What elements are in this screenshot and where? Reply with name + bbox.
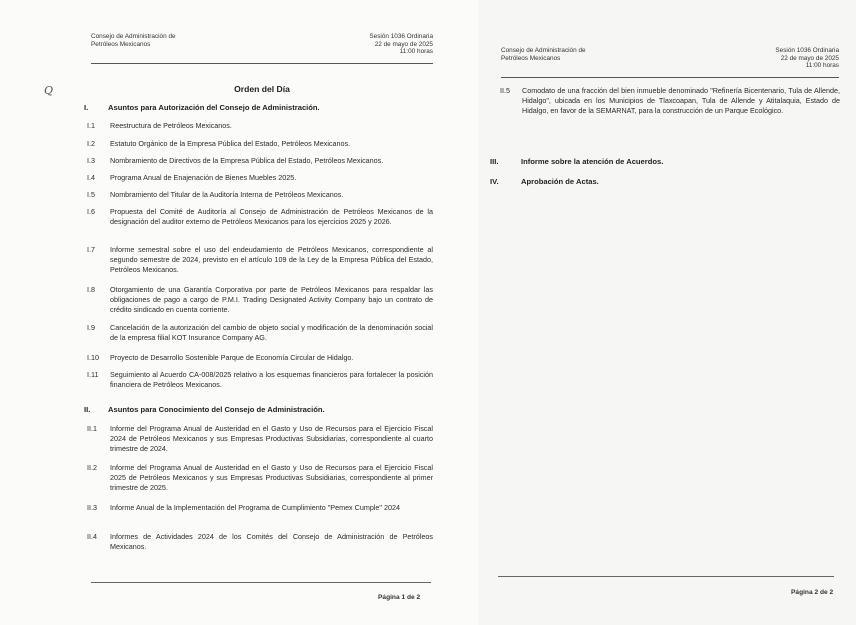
header-org-line2: Petróleos Mexicanos xyxy=(91,40,151,48)
section-number: II. xyxy=(84,405,91,414)
item-text: Reestructura de Petróleos Mexicanos. xyxy=(110,121,232,130)
item-number: II.3 xyxy=(87,503,97,512)
item-number: II.2 xyxy=(87,463,97,472)
section-title: Asuntos para Conocimiento del Consejo de Administración. xyxy=(108,405,325,414)
item-number: I.5 xyxy=(87,190,95,199)
section-title: Aprobación de Actas. xyxy=(521,177,599,186)
page-header-left xyxy=(501,47,586,62)
document-page-2 xyxy=(478,0,856,625)
header-date: 22 de mayo de 2025 xyxy=(780,54,839,62)
page-header-right xyxy=(330,33,433,56)
item-number: I.10 xyxy=(87,353,99,362)
item-number: I.7 xyxy=(87,245,95,254)
item-text: Informe del Programa Anual de Austeridad en el Gasto y Uso de Recursos para el Ejercicio Fiscal 2025 de Petróleos Mexicanos y sus Empresas Productivas Subsidiarias, correspondiente al primer trimestre de 2025. xyxy=(110,463,433,492)
item-number: I.9 xyxy=(87,323,95,332)
section-number: I. xyxy=(84,103,89,112)
item-text: Propuesta del Comité de Auditoría al Consejo de Administración de Petróleos Mexicanos de la designación del auditor externo de Petróleos Mexicanos para los ejercicios 2025 y 2026. xyxy=(110,207,433,226)
item-text: Informes de Actividades 2024 de los Comités del Consejo de Administración de Petróleos Mexicanos. xyxy=(110,532,433,551)
item-number: I.2 xyxy=(87,139,95,148)
item-text: Cancelación de la autorización del cambio de objeto social y modificación de la denominación social de la empresa filial KOT Insurance Company AG. xyxy=(110,323,433,342)
item-text: Seguimiento al Acuerdo CA-008/2025 relativo a los esquemas financieros para fortalecer la posición financiera de Petróleos Mexicanos. xyxy=(110,370,433,389)
page-number: Página 2 de 2 xyxy=(791,589,834,596)
header-time: 11:00 horas xyxy=(805,62,839,70)
header-time: 11:00 horas xyxy=(399,48,433,56)
header-org-line1: Consejo de Administración de xyxy=(91,33,176,40)
section-title: Asuntos para Autorización del Consejo de Administración. xyxy=(108,103,320,112)
item-text: Informe del Programa Anual de Austeridad en el Gasto y Uso de Recursos para el Ejercicio Fiscal 2024 de Petróleos Mexicanos y sus Empresas Productivas Subsidiarias, correspondiente al cuarto trimestre de 2024. xyxy=(110,424,433,453)
header-org-line2: Petróleos Mexicanos xyxy=(501,54,561,62)
footer-rule xyxy=(498,576,834,577)
item-text: Programa Anual de Enajenación de Bienes Muebles 2025. xyxy=(110,173,297,182)
item-number: II.1 xyxy=(87,424,97,433)
item-text: Proyecto de Desarrollo Sostenible Parque de Economía Circular de Hidalgo. xyxy=(110,353,354,362)
section-title: Informe sobre la atención de Acuerdos. xyxy=(521,157,664,166)
item-number: I.1 xyxy=(87,121,95,130)
page-title: Orden del Día xyxy=(234,84,290,94)
header-date: 22 de mayo de 2025 xyxy=(374,40,433,48)
item-text: Informe Anual de la Implementación del Programa de Cumplimiento "Pemex Cumple" 2024 xyxy=(110,503,400,512)
item-number: I.3 xyxy=(87,156,95,165)
item-number: I.8 xyxy=(87,285,95,294)
item-number: I.4 xyxy=(87,173,95,182)
header-org-line1: Consejo de Administración de xyxy=(501,47,586,54)
item-text: Estatuto Orgánico de la Empresa Pública del Estado, Petróleos Mexicanos. xyxy=(110,139,351,148)
item-number: II.5 xyxy=(500,86,510,95)
item-text: Nombramiento de Directivos de la Empresa Pública del Estado, Petróleos Mexicanos. xyxy=(110,156,384,165)
header-session: Sesión 1036 Ordinaria xyxy=(775,47,839,54)
handwritten-margin-mark: Q xyxy=(44,84,54,97)
item-text: Otorgamiento de una Garantía Corporativa por parte de Petróleos Mexicanos para respaldar las obligaciones de pago a cargo de P.M.I. Trading Designated Activity Company bajo un contrato de crédito sindicado en cuenta corriente. xyxy=(110,285,433,314)
header-rule xyxy=(91,63,433,64)
page-number: Página 1 de 2 xyxy=(378,594,421,601)
item-text: Comodato de una fracción del bien inmueble denominado "Refinería Bicentenario, Tula de Allende, Hidalgo", ubicada en los Municipios de Tlaxcoapan, Tula de Allende y Atitalaquia, Estado de Hidalgo, en favor de la SEMARNAT, para la construcción de un Parque Ecológico. xyxy=(522,86,840,115)
item-number: II.4 xyxy=(87,532,97,541)
page-header-right xyxy=(735,47,839,70)
item-number: I.11 xyxy=(87,370,99,379)
section-number: III. xyxy=(490,157,499,166)
header-rule xyxy=(501,77,839,78)
footer-rule xyxy=(91,582,431,583)
section-number: IV. xyxy=(490,177,499,186)
item-text: Nombramiento del Titular de la Auditoría Interna de Petróleos Mexicanos. xyxy=(110,190,344,199)
page-header-left xyxy=(91,33,176,48)
item-number: I.6 xyxy=(87,207,95,216)
item-text: Informe semestral sobre el uso del endeudamiento de Petróleos Mexicanos, correspondiente al segundo semestre de 2024, previsto en el artículo 109 de la Ley de la Empresa Pública del Estado, Petróleos Mexicanos. xyxy=(110,245,433,274)
header-session: Sesión 1036 Ordinaria xyxy=(369,33,433,40)
